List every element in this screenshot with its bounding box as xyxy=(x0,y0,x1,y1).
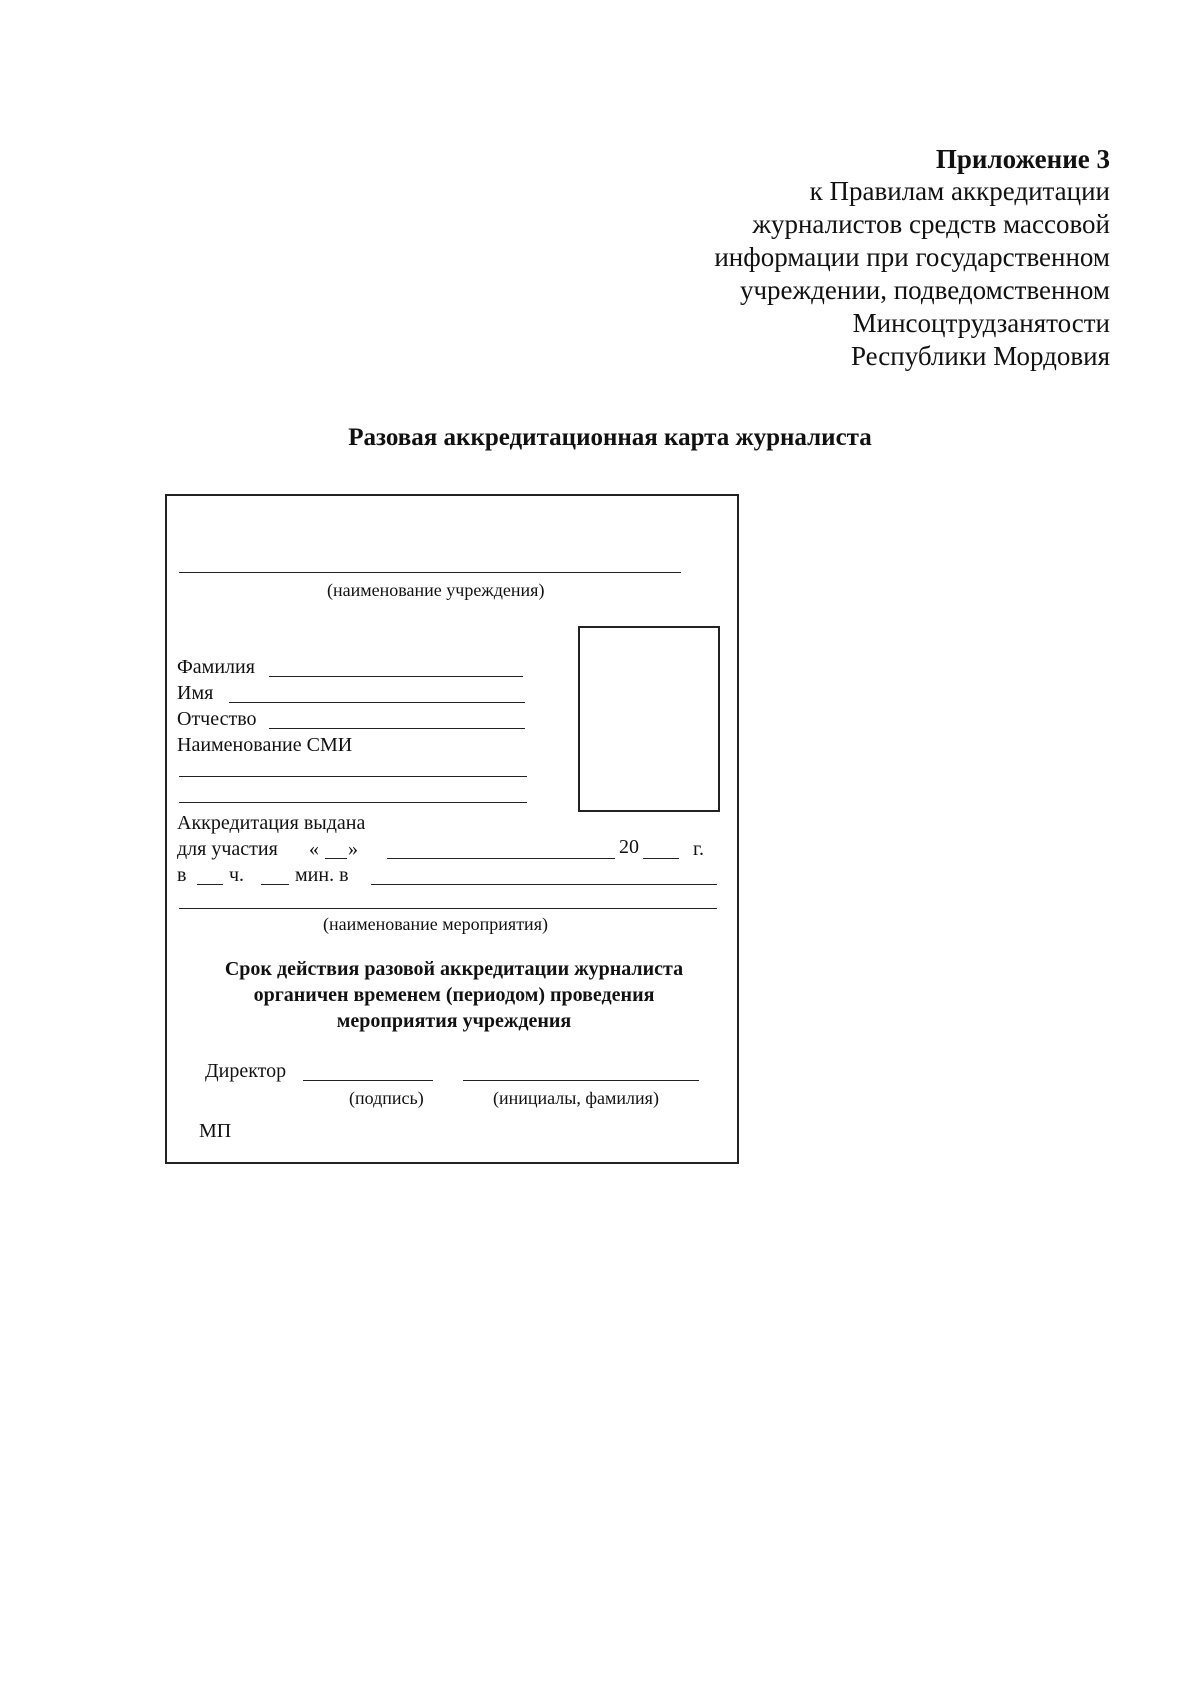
initials-line xyxy=(463,1080,699,1081)
validity-notice xyxy=(167,956,741,1034)
media-name-line-1 xyxy=(179,776,527,777)
initials-caption: (инициалы, фамилия) xyxy=(493,1088,659,1108)
institution-name-line xyxy=(179,572,681,573)
quote-open: « xyxy=(309,838,319,860)
event-caption: (наименование мероприятия) xyxy=(323,914,548,934)
header-line: к Правилам аккредитации xyxy=(809,176,1110,206)
patronymic-line xyxy=(269,728,525,729)
notice-line: Срок действия разовой аккредитации журналиста xyxy=(224,958,684,980)
header-line: журналистов средств массовой xyxy=(752,209,1110,239)
event-name-line xyxy=(179,908,717,909)
year-suffix: г. xyxy=(693,838,704,860)
document-title: Разовая аккредитационная карта журналиста xyxy=(348,424,872,451)
media-name-line-2 xyxy=(179,802,527,803)
name-label: Имя xyxy=(177,682,214,704)
signature-line xyxy=(303,1080,433,1081)
surname-label: Фамилия xyxy=(177,656,255,678)
media-name-label: Наименование СМИ xyxy=(177,734,353,756)
patronymic-label: Отчество xyxy=(177,708,257,730)
appendix-title: Приложение 3 xyxy=(935,144,1110,174)
seal-label: МП xyxy=(199,1120,232,1142)
surname-line xyxy=(269,676,523,677)
event-location-line xyxy=(371,884,717,885)
accreditation-card xyxy=(165,494,739,1164)
header-line: информации при государственном xyxy=(714,242,1110,272)
minutes-line xyxy=(261,884,289,885)
month-line xyxy=(387,858,615,859)
photo-placeholder xyxy=(578,626,720,812)
year-prefix: 20 xyxy=(619,836,639,858)
name-line xyxy=(229,702,525,703)
quote-close: » xyxy=(348,838,358,860)
signature-caption: (подпись) xyxy=(349,1088,424,1108)
hours-line xyxy=(197,884,223,885)
notice-line: органичен временем (периодом) проведения xyxy=(253,984,655,1006)
header-line: учреждении, подведомственном xyxy=(739,275,1110,305)
accreditation-issued-label: Аккредитация выдана xyxy=(177,812,366,834)
header-line: Республики Мордовия xyxy=(850,341,1110,371)
director-label: Директор xyxy=(205,1060,287,1082)
hours-label: ч. xyxy=(229,864,245,886)
minutes-label: мин. в xyxy=(295,864,349,886)
institution-caption: (наименование учреждения) xyxy=(327,580,545,600)
year-line xyxy=(643,858,679,859)
header-line: Минсоцтрудзанятости xyxy=(852,308,1110,338)
notice-line: мероприятия учреждения xyxy=(336,1010,572,1032)
time-at-label: в xyxy=(177,864,187,886)
day-line xyxy=(325,858,347,859)
participation-label: для участия xyxy=(177,838,278,860)
